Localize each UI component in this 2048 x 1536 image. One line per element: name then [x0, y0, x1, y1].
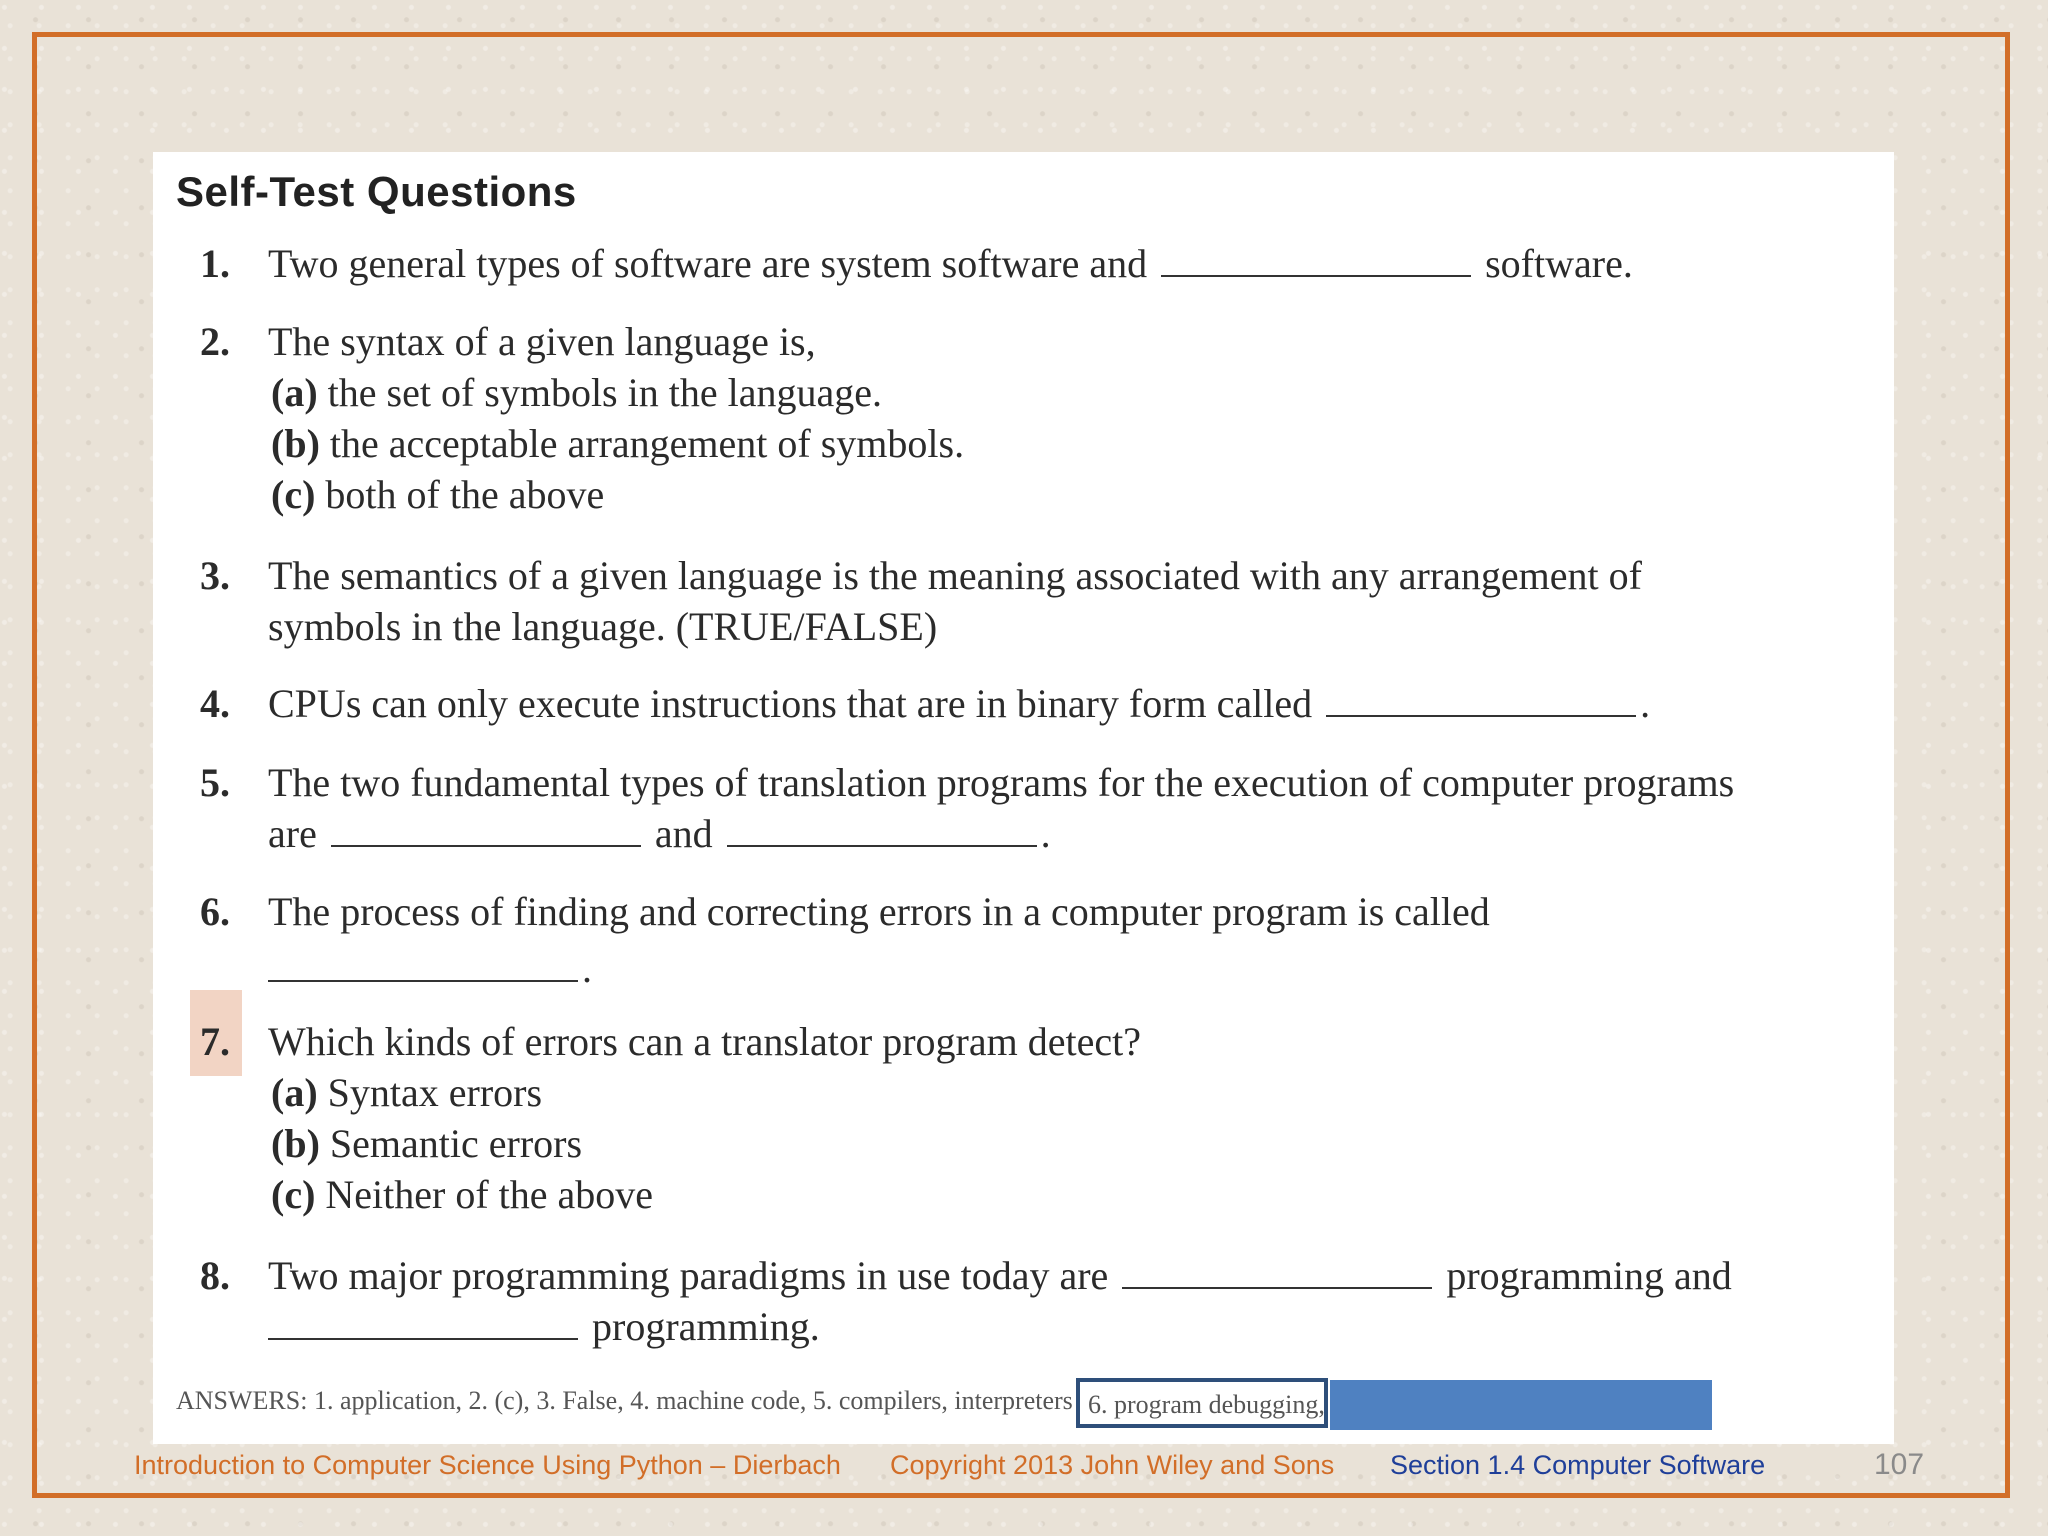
- option-a: (a) the set of symbols in the language.: [271, 370, 882, 415]
- revealed-answer-box: [1076, 1378, 1328, 1428]
- question-number: 3.: [200, 553, 230, 598]
- question-text: symbols in the language. (TRUE/FALSE): [268, 604, 938, 649]
- answer-blank: [1161, 274, 1471, 277]
- question-text: Two major programming paradigms in use today are: [268, 1253, 1109, 1298]
- answer-blank: [1326, 714, 1636, 717]
- option-b: (b) the acceptable arrangement of symbols.: [271, 421, 965, 466]
- footer-book: Introduction to Computer Science Using Python – Dierbach: [134, 1450, 841, 1480]
- question-number: 4.: [200, 681, 230, 726]
- answer-blank: [268, 1337, 578, 1340]
- answer-blank: [268, 979, 578, 982]
- question-text: software.: [1485, 241, 1633, 286]
- answer-blank: [1122, 1286, 1432, 1289]
- question-number: 6.: [200, 889, 230, 934]
- option-c: (c) both of the above: [271, 472, 605, 517]
- revealed-answer: 6. program debugging,: [1088, 1390, 1325, 1419]
- question-number: 7.: [200, 1019, 230, 1064]
- page-number: 107: [1874, 1448, 1925, 1481]
- question-text: CPUs can only execute instructions that are in binary form called: [268, 681, 1313, 726]
- answer-blank: [331, 844, 641, 847]
- question-number: 1.: [200, 241, 230, 286]
- question-text: The syntax of a given language is,: [268, 319, 816, 364]
- question-number: 8.: [200, 1253, 230, 1298]
- option-b: (b) Semantic errors: [271, 1121, 583, 1166]
- question-text: The process of finding and correcting errors in a computer program is called: [268, 889, 1490, 934]
- question-number: 5.: [200, 760, 230, 805]
- answers-line: ANSWERS: 1. application, 2. (c), 3. False, 4. machine code, 5. compilers, interpreters: [176, 1386, 1073, 1415]
- footer-copyright: Copyright 2013 John Wiley and Sons: [890, 1450, 1335, 1480]
- question-number: 2.: [200, 319, 230, 364]
- footer-section: Section 1.4 Computer Software: [1390, 1450, 1766, 1480]
- question-text: Two general types of software are system software and: [268, 241, 1148, 286]
- hidden-answers-cover[interactable]: [1330, 1380, 1712, 1430]
- option-c: (c) Neither of the above: [271, 1172, 654, 1217]
- page-title: Self-Test Questions: [176, 168, 577, 215]
- question-text: Which kinds of errors can a translator program detect?: [268, 1019, 1141, 1064]
- question-text: The two fundamental types of translation programs for the execution of computer programs: [268, 760, 1735, 805]
- option-a: (a) Syntax errors: [271, 1070, 543, 1115]
- answer-blank: [727, 844, 1037, 847]
- question-text: The semantics of a given language is the meaning associated with any arrangement of: [268, 553, 1642, 598]
